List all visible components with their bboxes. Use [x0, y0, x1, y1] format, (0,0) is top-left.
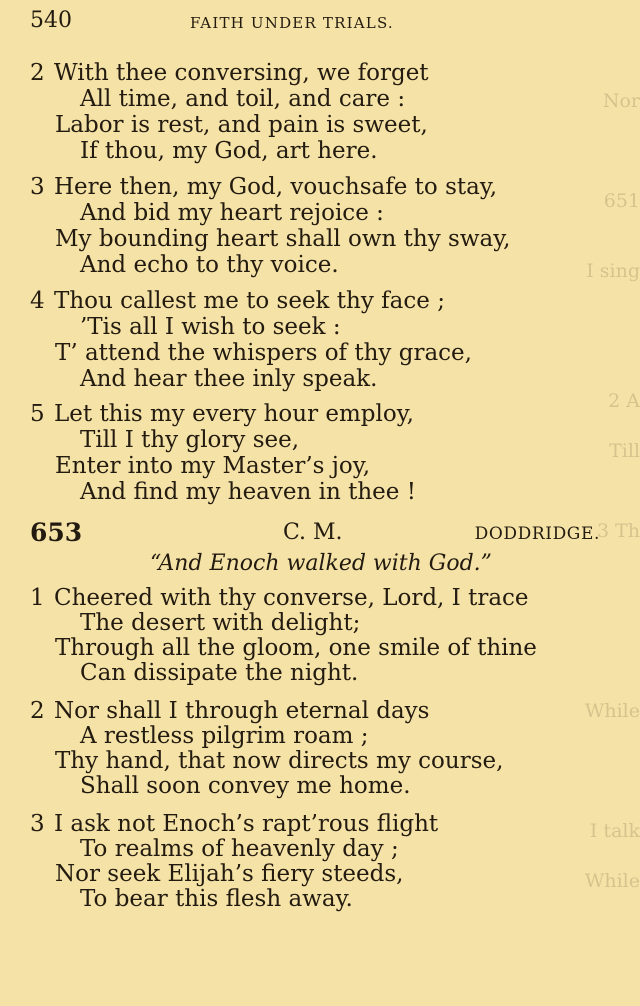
stanza-line: And find my heaven in thee !	[80, 479, 416, 505]
stanza-line: T’ attend the whispers of thy grace,	[55, 340, 472, 366]
stanza-line: 5 Let this my every hour employ,	[30, 401, 414, 427]
hymn-epigraph: “And Enoch walked with God.”	[150, 551, 492, 576]
hymn-meter: C. M.	[283, 520, 343, 545]
stanza-line: To bear this flesh away.	[80, 886, 353, 912]
stanza-line: Thy hand, that now directs my course,	[55, 748, 504, 774]
running-title: FAITH UNDER TRIALS.	[190, 14, 394, 32]
stanza-line: Till I thy glory see,	[80, 427, 300, 453]
stanza-line: A restless pilgrim roam ;	[80, 723, 369, 749]
stanza-number: 4	[30, 288, 45, 314]
stanza-number: 5	[30, 401, 45, 427]
hymn-author: DODDRIDGE.	[474, 524, 600, 544]
page-number: 540	[30, 8, 72, 33]
stanza-line: 3 I ask not Enoch’s rapt’rous flight	[30, 811, 439, 837]
stanza-line: Through all the gloom, one smile of thine	[55, 635, 537, 661]
stanza-number: 3	[30, 174, 45, 200]
stanza-line: ’Tis all I wish to seek :	[80, 314, 341, 340]
stanza-line: And hear thee inly speak.	[80, 366, 378, 392]
stanza-line: To realms of heavenly day ;	[80, 836, 399, 862]
stanza-number: 3	[30, 811, 45, 837]
stanza-line: Shall soon convey me home.	[80, 773, 411, 799]
stanza-number: 2	[30, 698, 45, 724]
stanza-line: Can dissipate the night.	[80, 660, 359, 686]
stanza-line: And bid my heart rejoice :	[80, 200, 384, 226]
page-header	[30, 8, 610, 38]
stanza-line: 1 Cheered with thy converse, Lord, I trace	[30, 585, 529, 611]
stanza-line: Labor is rest, and pain is sweet,	[55, 112, 428, 138]
stanza-line: My bounding heart shall own thy sway,	[55, 226, 511, 252]
stanza-line: If thou, my God, art here.	[80, 138, 378, 164]
stanza-number: 2	[30, 60, 45, 86]
stanza-line: And echo to thy voice.	[80, 252, 339, 278]
stanza-line: Enter into my Master’s joy,	[55, 453, 371, 479]
hymn-number: 653	[30, 518, 83, 547]
stanza-number: 1	[30, 585, 45, 611]
stanza-line: All time, and toil, and care :	[80, 86, 406, 112]
hymn-header	[30, 518, 610, 550]
stanza-line: 2 Nor shall I through eternal days	[30, 698, 430, 724]
stanza-line: 3 Here then, my God, vouchsafe to stay,	[30, 174, 498, 200]
stanza-line: 2 With thee conversing, we forget	[30, 60, 429, 86]
bleed-through-text: Nor 651 I sing 2 A Till 3 Th While I talk While	[584, 90, 640, 892]
stanza-line: Nor seek Elijah’s fiery steeds,	[55, 861, 404, 887]
stanza-line: The desert with delight;	[80, 610, 361, 636]
stanza-line: 4 Thou callest me to seek thy face ;	[30, 288, 445, 314]
